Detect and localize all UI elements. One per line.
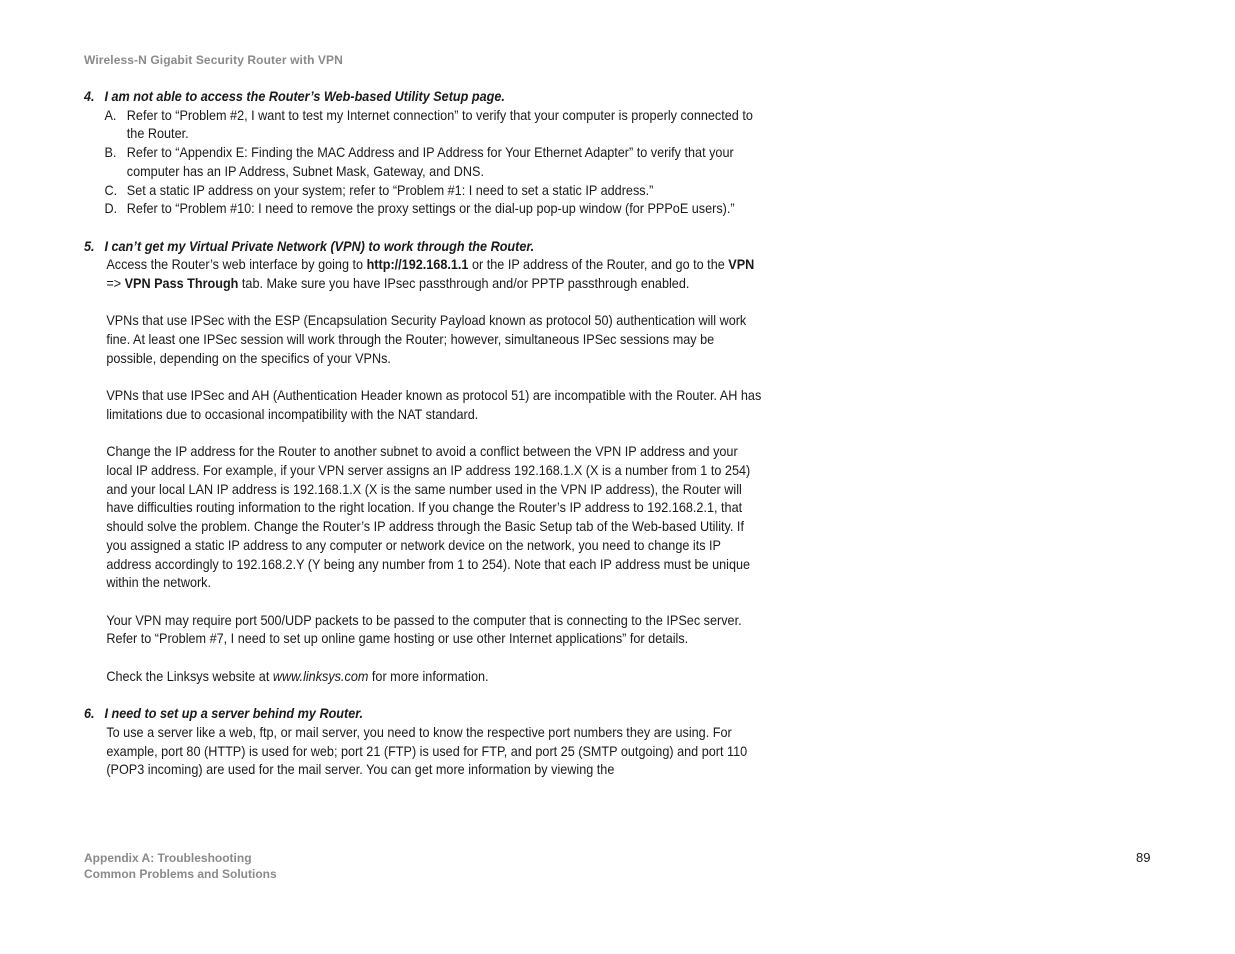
vpn-pass-through-label: VPN Pass Through xyxy=(124,276,239,292)
running-header: Wireless-N Gigabit Security Router with VPN xyxy=(84,53,343,67)
question-title: I can’t get my Virtual Private Network (VPN) to work through the Router. xyxy=(104,238,535,254)
list-item xyxy=(84,200,764,219)
list-letter: D. xyxy=(104,201,118,217)
router-url: http://192.168.1.1 xyxy=(366,257,469,273)
text-run: tab. Make sure you have IPsec passthrough and/or PPTP passthrough enabled. xyxy=(238,276,690,292)
paragraph-ah: VPNs that use IPSec and AH (Authentication Header known as protocol 51) are incompatible with the Router. AH has limitations due to occasional incompatibility with the NAT standard. xyxy=(106,388,762,422)
question-5 xyxy=(84,238,764,687)
text-run: or the IP address of the Router, and go to the xyxy=(468,257,729,273)
list-text: Set a static IP address on your system; refer to “Problem #1: I need to set a static IP address.” xyxy=(126,182,654,198)
list-letter: B. xyxy=(104,145,117,161)
list-letter: C. xyxy=(104,182,118,198)
list-text: Refer to “Appendix E: Finding the MAC Address and IP Address for Your Ethernet Adapter” to verify that your computer has an IP Address, Subnet Mask, Gateway, and DNS. xyxy=(126,145,734,179)
question-title: I need to set up a server behind my Router. xyxy=(104,706,364,722)
list-item xyxy=(84,144,764,181)
paragraph-access xyxy=(84,256,764,293)
question-6 xyxy=(84,705,764,780)
vpn-tab-label: VPN xyxy=(728,257,755,273)
list-text: Refer to “Problem #10: I need to remove the proxy settings or the dial-up pop-up window (for PPPoE users).” xyxy=(126,201,735,217)
text-run: Access the Router’s web interface by going to xyxy=(106,257,367,273)
page-body xyxy=(84,88,764,780)
paragraph-esp: VPNs that use IPSec with the ESP (Encapsulation Security Payload known as protocol 50) authentication will work fine. At least one IPSec session will work through the Router; however, simultaneous IPSec sessions may be possible, depending on the specifics of your VPNs. xyxy=(106,313,747,366)
text-run: Check the Linksys website at xyxy=(106,668,273,684)
paragraph-port: Your VPN may require port 500/UDP packets to be passed to the computer that is connecting to the IPSec server. Refer to “Problem #7, I need to set up online game hosting or use other Internet applications” for details. xyxy=(106,612,742,647)
text-run: for more information. xyxy=(368,668,489,684)
list-letter: A. xyxy=(104,107,117,123)
paragraph-server: To use a server like a web, ftp, or mail server, you need to know the respective port numbers they are using. For example, port 80 (HTTP) is used for web; port 21 (FTP) is used for FTP, and port 25 (SMTP outgoing) and port 110 (POP3 incoming) are used for the mail server. You can get more information by viewing the xyxy=(106,724,748,778)
list-item xyxy=(84,107,764,144)
paragraph-subnet: Change the IP address for the Router to another subnet to avoid a conflict between the VPN IP address and your local IP address. For example, if your VPN server assigns an IP address 192.168.1.X (X is a number from 1 to 254) and your local LAN IP address is 192.168.1.X (X is the same number used in the VPN IP address), the Router will have difficulties routing information to the right location. If you change the Router’s IP address to 192.168.2.1, that should solve the problem. Change the Router’s IP address through the Basic Setup tab of the Web-based Utility. If you assigned a static IP address to any computer or network device on the network, you need to change its IP address accordingly to 192.168.2.Y (Y being any number from 1 to 254). Note that each IP address must be unique within the network. xyxy=(106,444,751,591)
paragraph-website xyxy=(84,668,764,687)
question-5-heading xyxy=(84,238,764,257)
answer-list xyxy=(84,107,764,219)
text-run: => xyxy=(106,276,125,292)
question-4-heading xyxy=(84,88,764,107)
question-title: I am not able to access the Router’s Web-based Utility Setup page. xyxy=(104,89,505,104)
list-item xyxy=(84,182,764,201)
footer-appendix: Appendix A: Troubleshooting xyxy=(84,851,252,865)
question-number: 5. xyxy=(84,238,95,254)
question-6-heading xyxy=(84,705,764,724)
linksys-url: www.linksys.com xyxy=(272,668,369,684)
list-text: Refer to “Problem #2, I want to test my Internet connection” to verify that your computer is properly connected to the Router. xyxy=(126,107,753,142)
page-number: 89 xyxy=(1136,850,1151,865)
footer-section-title xyxy=(84,850,277,882)
question-number: 4. xyxy=(84,89,95,104)
question-4 xyxy=(84,88,764,219)
footer-subsection: Common Problems and Solutions xyxy=(84,867,277,881)
question-number: 6. xyxy=(84,706,95,722)
